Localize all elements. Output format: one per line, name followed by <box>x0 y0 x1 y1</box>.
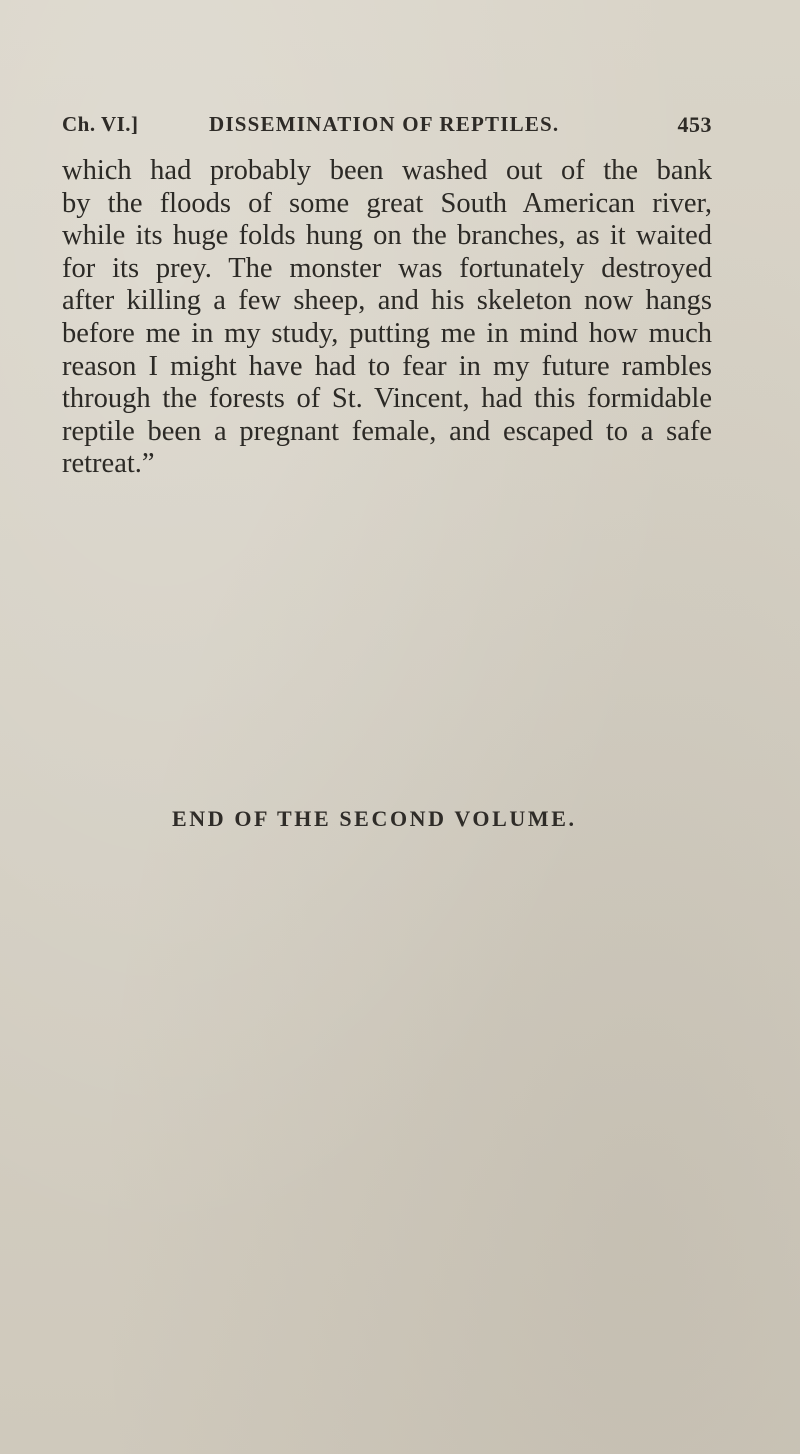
text-line: through the forests of St. Vincent, had this formidable <box>62 383 712 415</box>
text-line: which had probably been washed out of the bank <box>62 155 712 186</box>
running-title: DISSEMINATION OF REPTILES. <box>209 112 560 136</box>
text-line: while its huge folds hung on the branches, as it waited <box>62 220 712 252</box>
text-line: by the floods of some great South American river, <box>62 187 712 219</box>
text-line: after killing a few sheep, and his skeleton now hangs <box>62 285 712 317</box>
body-paragraph <box>62 155 712 481</box>
chapter-label: Ch. VI.] <box>62 112 139 136</box>
running-head <box>62 112 712 142</box>
text-line: retreat.” <box>62 448 155 480</box>
text-line: for its prey. The monster was fortunately destroyed <box>62 252 712 284</box>
page-number: 453 <box>677 112 712 137</box>
text-line: reason I might have had to fear in my future rambles <box>62 350 712 382</box>
text-line: reptile been a pregnant female, and escaped to a safe <box>62 415 712 447</box>
text-line: before me in my study, putting me in mind how much <box>62 317 712 349</box>
end-of-volume-note: END OF THE SECOND VOLUME. <box>172 806 577 831</box>
